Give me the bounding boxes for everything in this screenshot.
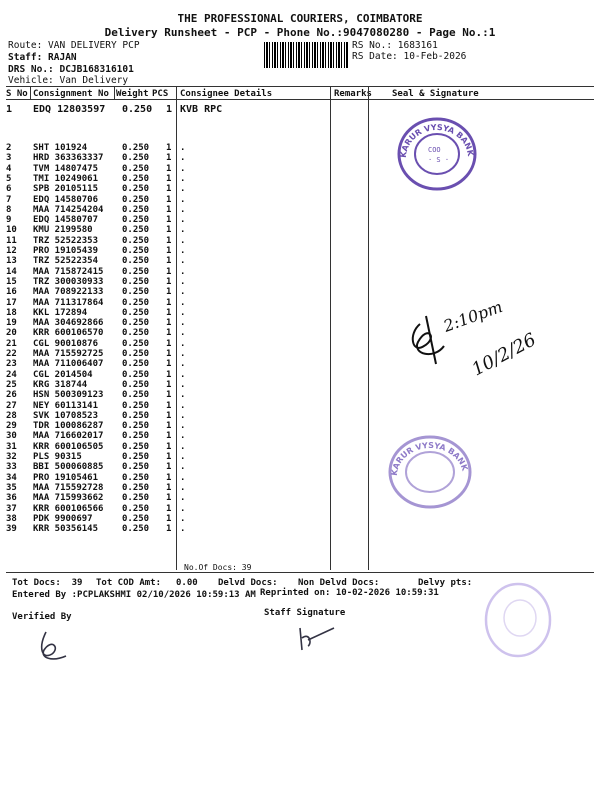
verified-by-label: Verified By bbox=[12, 612, 72, 622]
row-consignment: NEY 60113141 bbox=[33, 400, 99, 411]
row-sno: 23 bbox=[6, 359, 17, 370]
col-pcs: PCS bbox=[152, 89, 169, 99]
row-details: . bbox=[180, 359, 186, 370]
row-weight: 0.250 bbox=[122, 390, 150, 401]
row-weight: 0.250 bbox=[122, 297, 150, 308]
row-pcs: 1 bbox=[166, 513, 172, 524]
row-sno: 22 bbox=[6, 349, 17, 359]
row-sno: 1 bbox=[6, 104, 13, 115]
row-pcs: 1 bbox=[166, 256, 172, 267]
row-weight: 0.250 bbox=[122, 400, 150, 411]
row-details: . bbox=[180, 400, 186, 411]
row-details: . bbox=[180, 318, 186, 329]
row-weight: 0.250 bbox=[122, 235, 150, 246]
rs-date: RS Date: 10-Feb-2026 bbox=[352, 51, 467, 62]
delvy-pts: Delvy pts: bbox=[418, 578, 473, 588]
company-title: THE PROFESSIONAL COURIERS, COIMBATORE bbox=[177, 12, 423, 25]
row-sno: 29 bbox=[6, 421, 17, 432]
row-pcs: 1 bbox=[166, 143, 172, 153]
staff-text: Staff: RAJAN bbox=[8, 52, 77, 63]
row-consignment: MAA 715592725 bbox=[33, 349, 104, 359]
col-weight: Weight bbox=[116, 89, 149, 99]
row-consignment: MAA 708922133 bbox=[33, 287, 104, 298]
tot-docs: Tot Docs: 39 bbox=[12, 578, 83, 588]
row-weight: 0.250 bbox=[122, 369, 150, 380]
row-sno: 26 bbox=[6, 390, 17, 401]
row-sno: 15 bbox=[6, 276, 17, 287]
row-pcs: 1 bbox=[166, 163, 172, 174]
row-sno: 39 bbox=[6, 524, 17, 535]
row-pcs: 1 bbox=[166, 276, 172, 287]
row-sno: 33 bbox=[6, 462, 17, 473]
row-weight: 0.250 bbox=[122, 153, 150, 164]
row-consignment: EDQ 14580706 bbox=[33, 194, 99, 205]
row-details: . bbox=[180, 349, 186, 359]
row-sno: 12 bbox=[6, 246, 17, 256]
row-weight: 0.250 bbox=[122, 452, 150, 462]
row-sno: 19 bbox=[6, 318, 17, 329]
row-sno: 27 bbox=[6, 400, 17, 411]
svg-text:COO: COO bbox=[428, 146, 441, 154]
table-top-rule bbox=[6, 86, 594, 87]
row-details: . bbox=[180, 266, 186, 277]
row-consignment: MAA 711317864 bbox=[33, 297, 104, 308]
rs-number: RS No.: 1683161 bbox=[352, 40, 438, 51]
tot-cod-value: 0.00 bbox=[176, 578, 198, 588]
row-details: . bbox=[180, 307, 186, 318]
col-divider bbox=[176, 86, 177, 570]
row-sno: 31 bbox=[6, 441, 17, 452]
row-details: . bbox=[180, 328, 186, 339]
row-details: . bbox=[180, 503, 186, 514]
row-consignment: HRD 363363337 bbox=[33, 153, 104, 164]
row-details: . bbox=[180, 153, 186, 164]
row-details: . bbox=[180, 338, 186, 349]
row-pcs: 1 bbox=[166, 194, 172, 205]
row-pcs: 1 bbox=[166, 452, 172, 462]
row-consignment: KRR 600106570 bbox=[33, 328, 104, 339]
row-details: . bbox=[180, 390, 186, 401]
row-consignment: BBI 500060885 bbox=[33, 462, 104, 473]
row-consignment: KRG 318744 bbox=[33, 379, 88, 390]
row-pcs: 1 bbox=[166, 410, 172, 421]
row-sno: 18 bbox=[6, 307, 17, 318]
row-consignment: KRR 50356145 bbox=[33, 524, 99, 535]
row-consignment: MAA 711006407 bbox=[33, 359, 104, 370]
row-consignment: TMI 10249061 bbox=[33, 173, 99, 184]
row-consignment: CGL 2014504 bbox=[33, 369, 93, 380]
row-pcs: 1 bbox=[166, 307, 172, 318]
tot-cod-label: Tot COD Amt: bbox=[96, 578, 162, 588]
row-pcs: 1 bbox=[166, 369, 172, 380]
row-consignment: PRO 19105439 bbox=[33, 246, 99, 256]
row-details: . bbox=[180, 441, 186, 452]
handwritten-date: 10/2/26 bbox=[468, 329, 540, 381]
stamp-text: KARUR VYSYA BANK bbox=[389, 440, 470, 477]
row-sno: 6 bbox=[6, 184, 12, 195]
row-pcs: 1 bbox=[166, 524, 172, 535]
row-details: . bbox=[180, 421, 186, 432]
row-details: . bbox=[180, 524, 186, 535]
row-weight: 0.250 bbox=[122, 338, 150, 349]
row-pcs: 1 bbox=[166, 472, 172, 483]
row-consignment: PRO 19105461 bbox=[33, 472, 99, 483]
row-weight: 0.250 bbox=[122, 163, 150, 174]
row-sno: 34 bbox=[6, 472, 17, 483]
row-details: . bbox=[180, 225, 186, 236]
row-sno: 10 bbox=[6, 225, 17, 236]
row-weight: 0.250 bbox=[122, 379, 150, 390]
row-details: . bbox=[180, 163, 186, 174]
row-sno: 8 bbox=[6, 204, 12, 215]
row-consignment: TRZ 52522353 bbox=[33, 235, 99, 246]
row-pcs: 1 bbox=[166, 318, 172, 329]
row-weight: 0.250 bbox=[122, 143, 150, 153]
row-details: . bbox=[180, 184, 186, 195]
row-weight: 0.250 bbox=[122, 287, 150, 298]
route-text: Route: VAN DELIVERY PCP bbox=[8, 40, 140, 51]
row-details: . bbox=[180, 297, 186, 308]
col-consignee: Consignee Details bbox=[180, 89, 273, 99]
row-weight: 0.250 bbox=[122, 204, 150, 215]
row-details: . bbox=[180, 173, 186, 184]
row-pcs: 1 bbox=[166, 431, 172, 442]
row-weight: 0.250 bbox=[122, 441, 150, 452]
row-pcs: 1 bbox=[166, 287, 172, 298]
row-sno: 24 bbox=[6, 369, 17, 380]
row-sno: 4 bbox=[6, 163, 12, 174]
col-seal: Seal & Signature bbox=[392, 89, 479, 99]
row-weight: 0.250 bbox=[122, 266, 150, 277]
row-pcs: 1 bbox=[166, 493, 172, 504]
row-details: . bbox=[180, 369, 186, 380]
row-pcs: 1 bbox=[166, 104, 173, 115]
row-sno: 30 bbox=[6, 431, 17, 442]
col-remarks: Remarks bbox=[334, 89, 372, 99]
non-delvd-docs: Non Delvd Docs: bbox=[298, 578, 380, 588]
row-consignment: EDQ 14580707 bbox=[33, 215, 99, 226]
row-details: . bbox=[180, 513, 186, 524]
row-consignment: KMU 2199580 bbox=[33, 225, 93, 236]
row-pcs: 1 bbox=[166, 225, 172, 236]
row-weight: 0.250 bbox=[122, 276, 150, 287]
row-sno: 7 bbox=[6, 194, 12, 205]
row-weight: 0.250 bbox=[122, 359, 150, 370]
row-details: . bbox=[180, 287, 186, 298]
row-sno: 2 bbox=[6, 143, 12, 153]
row-sno: 13 bbox=[6, 256, 17, 267]
row-details: . bbox=[180, 431, 186, 442]
row-sno: 32 bbox=[6, 452, 17, 462]
row-pcs: 1 bbox=[166, 400, 172, 411]
row-consignment: MAA 304692866 bbox=[33, 318, 104, 329]
vehicle-text: Vehicle: Van Delivery bbox=[8, 75, 129, 86]
row-weight: 0.250 bbox=[122, 184, 150, 195]
row-details: . bbox=[180, 452, 186, 462]
handwritten-signature bbox=[398, 294, 548, 384]
row-pcs: 1 bbox=[166, 204, 172, 215]
stamp-text: KARUR VYSYA BANK bbox=[398, 122, 476, 159]
row-sno: 9 bbox=[6, 215, 12, 226]
row-details: . bbox=[180, 215, 186, 226]
row-details: . bbox=[180, 276, 186, 287]
row-consignment: SPB 20105115 bbox=[33, 184, 99, 195]
row-details: . bbox=[180, 256, 186, 267]
row-pcs: 1 bbox=[166, 482, 172, 493]
row-details: . bbox=[180, 194, 186, 205]
row-consignment: KRR 600106505 bbox=[33, 441, 104, 452]
row-sno: 35 bbox=[6, 482, 17, 493]
row-pcs: 1 bbox=[166, 215, 172, 226]
row-weight: 0.250 bbox=[122, 513, 150, 524]
row-pcs: 1 bbox=[166, 173, 172, 184]
row-consignment: MAA 715993662 bbox=[33, 493, 104, 504]
col-divider bbox=[114, 86, 115, 99]
row-consignment: TRZ 300030933 bbox=[33, 276, 104, 287]
row-details: KVB RPC bbox=[180, 104, 223, 115]
row-pcs: 1 bbox=[166, 390, 172, 401]
row-consignment: SVK 10708523 bbox=[33, 410, 99, 421]
row-sno: 21 bbox=[6, 338, 17, 349]
row-details: . bbox=[180, 235, 186, 246]
row-pcs: 1 bbox=[166, 503, 172, 514]
entered-by: Entered By :PCPLAKSHMI 02/10/2026 10:59:13 AM bbox=[12, 590, 256, 600]
row-sno: 36 bbox=[6, 493, 17, 504]
svg-text:· S ·: · S · bbox=[428, 156, 450, 164]
row-consignment: TVM 14807475 bbox=[33, 163, 99, 174]
row-weight: 0.250 bbox=[122, 246, 150, 256]
row-weight: 0.250 bbox=[122, 215, 150, 226]
row-consignment: MAA 714254204 bbox=[33, 204, 104, 215]
row-pcs: 1 bbox=[166, 246, 172, 256]
row-weight: 0.250 bbox=[122, 328, 150, 339]
row-pcs: 1 bbox=[166, 421, 172, 432]
verifier-signature bbox=[32, 628, 72, 664]
col-sno: S No bbox=[6, 89, 28, 99]
row-pcs: 1 bbox=[166, 441, 172, 452]
row-weight: 0.250 bbox=[122, 421, 150, 432]
row-sno: 11 bbox=[6, 235, 17, 246]
row-consignment: MAA 716602017 bbox=[33, 431, 104, 442]
row-weight: 0.250 bbox=[122, 104, 153, 115]
table-header-rule bbox=[6, 99, 594, 100]
col-divider bbox=[330, 86, 331, 570]
row-weight: 0.250 bbox=[122, 503, 150, 514]
row-details: . bbox=[180, 143, 186, 153]
bank-stamp-1 bbox=[394, 114, 480, 194]
row-pcs: 1 bbox=[166, 379, 172, 390]
row-weight: 0.250 bbox=[122, 482, 150, 493]
row-consignment: TDR 100086287 bbox=[33, 421, 104, 432]
row-weight: 0.250 bbox=[122, 173, 150, 184]
row-details: . bbox=[180, 493, 186, 504]
row-pcs: 1 bbox=[166, 349, 172, 359]
row-consignment: KRR 600106566 bbox=[33, 503, 104, 514]
col-divider bbox=[368, 86, 369, 570]
row-weight: 0.250 bbox=[122, 472, 150, 483]
row-weight: 0.250 bbox=[122, 493, 150, 504]
row-weight: 0.250 bbox=[122, 256, 150, 267]
row-consignment: PDK 9900697 bbox=[33, 513, 93, 524]
row-weight: 0.250 bbox=[122, 225, 150, 236]
row-weight: 0.250 bbox=[122, 307, 150, 318]
row-pcs: 1 bbox=[166, 462, 172, 473]
row-weight: 0.250 bbox=[122, 410, 150, 421]
drs-number: DRS No.: DCJB168316101 bbox=[8, 64, 134, 75]
row-pcs: 1 bbox=[166, 297, 172, 308]
handwritten-time: 2:10pm bbox=[440, 296, 506, 336]
row-consignment: SHT 101924 bbox=[33, 143, 88, 153]
col-consignment: Consignment No bbox=[33, 89, 109, 99]
row-weight: 0.250 bbox=[122, 318, 150, 329]
row-details: . bbox=[180, 482, 186, 493]
row-consignment: MAA 715872415 bbox=[33, 266, 104, 277]
row-consignment: TRZ 52522354 bbox=[33, 256, 99, 267]
row-pcs: 1 bbox=[166, 184, 172, 195]
row-sno: 37 bbox=[6, 503, 17, 514]
row-sno: 25 bbox=[6, 379, 17, 390]
faint-stamp bbox=[478, 578, 558, 668]
row-pcs: 1 bbox=[166, 235, 172, 246]
runsheet-subtitle: Delivery Runsheet - PCP - Phone No.:9047080280 - Page No.:1 bbox=[104, 26, 496, 39]
row-sno: 20 bbox=[6, 328, 17, 339]
row-weight: 0.250 bbox=[122, 462, 150, 473]
row-consignment: CGL 90010876 bbox=[33, 338, 99, 349]
staff-signature bbox=[292, 622, 340, 656]
col-divider bbox=[30, 86, 31, 99]
staff-signature-label: Staff Signature bbox=[264, 608, 346, 618]
row-pcs: 1 bbox=[166, 359, 172, 370]
row-details: . bbox=[180, 379, 186, 390]
no-of-docs: No.Of Docs: 39 bbox=[184, 563, 252, 572]
row-sno: 14 bbox=[6, 266, 17, 277]
barcode-image bbox=[264, 42, 348, 68]
row-pcs: 1 bbox=[166, 338, 172, 349]
row-sno: 3 bbox=[6, 153, 12, 164]
reprinted-on: Reprinted on: 10-02-2026 10:59:31 bbox=[260, 588, 439, 598]
row-consignment: MAA 715592728 bbox=[33, 482, 104, 493]
row-sno: 17 bbox=[6, 297, 17, 308]
row-details: . bbox=[180, 462, 186, 473]
row-weight: 0.250 bbox=[122, 524, 150, 535]
row-weight: 0.250 bbox=[122, 194, 150, 205]
row-pcs: 1 bbox=[166, 266, 172, 277]
row-consignment: EDQ 12803597 bbox=[33, 104, 106, 115]
row-sno: 38 bbox=[6, 513, 17, 524]
delvd-docs: Delvd Docs: bbox=[218, 578, 278, 588]
row-sno: 28 bbox=[6, 410, 17, 421]
table-bottom-rule bbox=[6, 572, 594, 573]
row-details: . bbox=[180, 246, 186, 256]
row-details: . bbox=[180, 204, 186, 215]
row-sno: 5 bbox=[6, 173, 12, 184]
bank-stamp-2 bbox=[384, 432, 476, 512]
row-details: . bbox=[180, 410, 186, 421]
row-sno: 16 bbox=[6, 287, 17, 298]
row-weight: 0.250 bbox=[122, 431, 150, 442]
row-weight: 0.250 bbox=[122, 349, 150, 359]
row-details: . bbox=[180, 472, 186, 483]
row-pcs: 1 bbox=[166, 328, 172, 339]
row-consignment: HSN 500309123 bbox=[33, 390, 104, 401]
row-consignment: PLS 90315 bbox=[33, 452, 82, 462]
row-consignment: KKL 172894 bbox=[33, 307, 88, 318]
row-pcs: 1 bbox=[166, 153, 172, 164]
